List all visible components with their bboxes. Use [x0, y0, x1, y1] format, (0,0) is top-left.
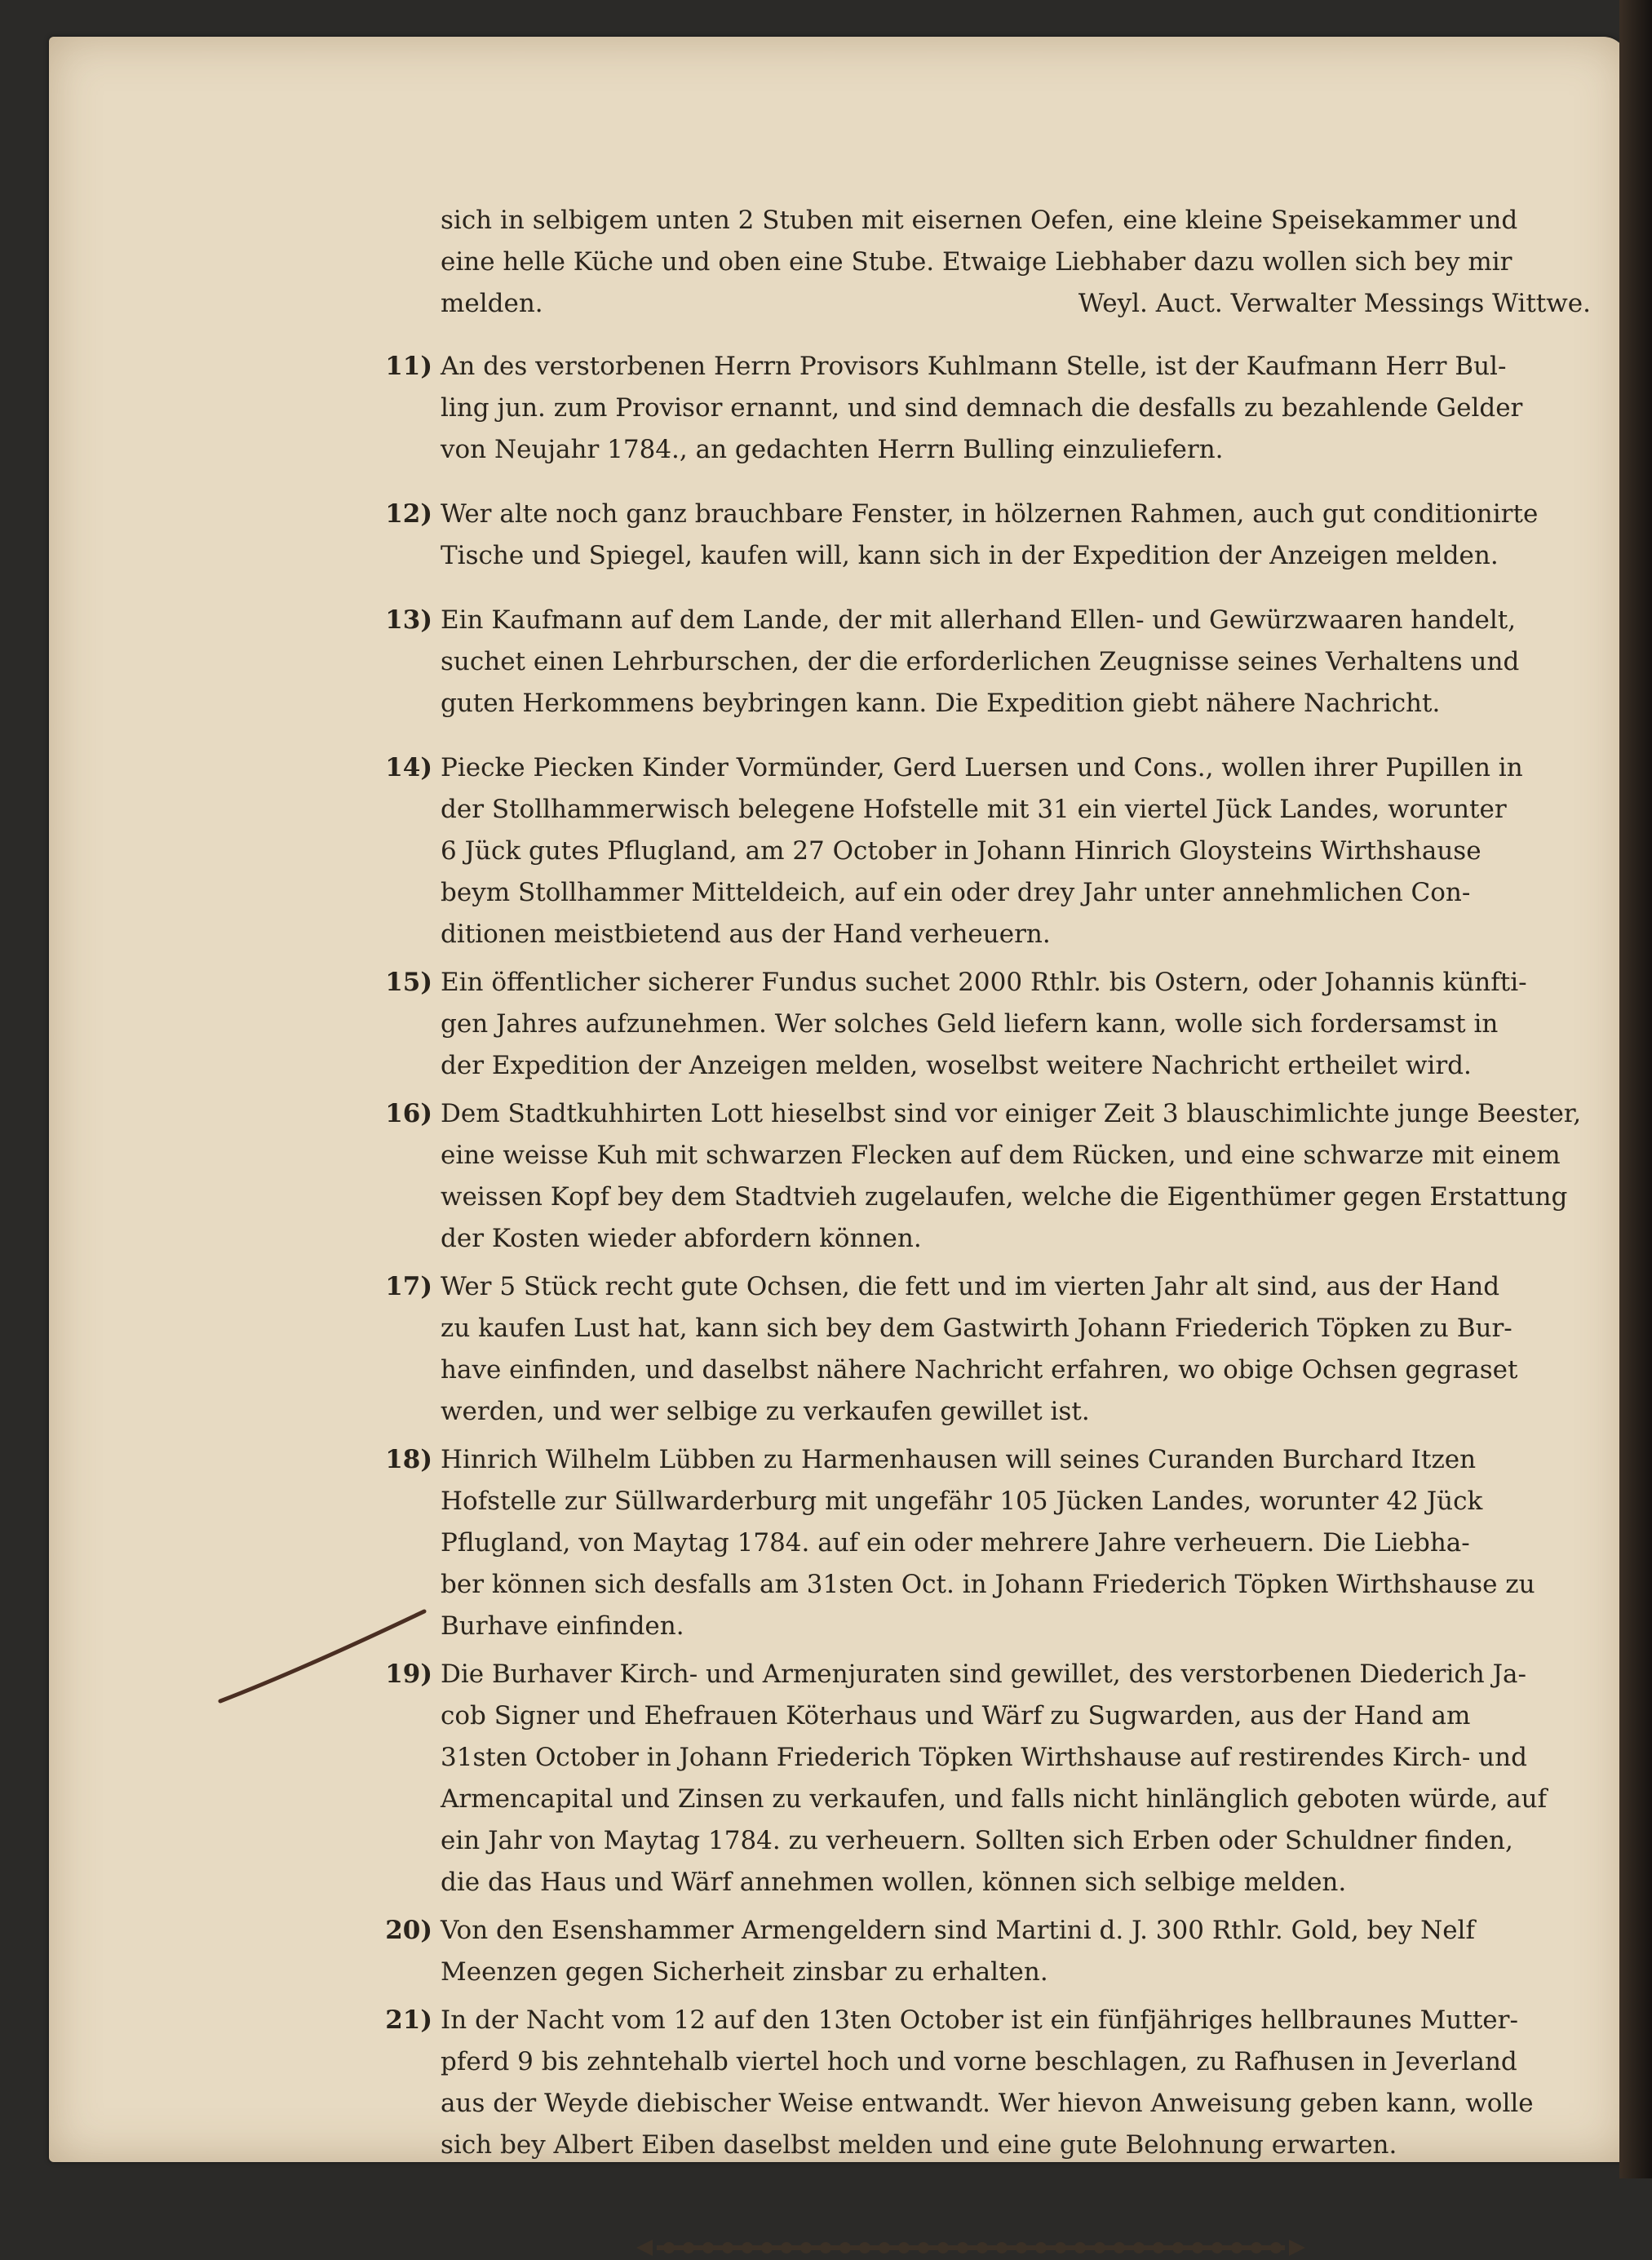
notice-entry — [385, 494, 1615, 577]
text-line: zu kaufen Lust hat, kann sich bey dem Gastwirth Johann Friederich Töpken zu Bur- — [441, 1314, 1512, 1343]
entry-text — [441, 600, 1615, 725]
text-line: der Kosten wieder abfordern können. — [441, 1224, 922, 1253]
entry-number: 11) — [385, 352, 432, 381]
text-line: ein Jahr von Maytag 1784. zu verheuern. Sollten sich Erben oder Schuldner finden, — [441, 1826, 1513, 1855]
text-line: Hinrich Wilhelm Lübben zu Harmenhausen will seines Curanden Burchard Itzen — [441, 1445, 1477, 1474]
text-line: 6 Jück gutes Pflugland, am 27 October in Johann Hinrich Gloysteins Wirthshause — [441, 836, 1481, 866]
text-line: suchet einen Lehrburschen, der die erforderlichen Zeugnisse seines Verhaltens und — [441, 647, 1520, 676]
signature: Weyl. Auct. Verwalter Messings Wittwe. — [1078, 289, 1591, 318]
notice-entry — [385, 1093, 1615, 1260]
text-line: eine weisse Kuh mit schwarzen Flecken auf dem Rücken, und eine schwarze mit einem — [441, 1141, 1561, 1170]
entry-text — [441, 1910, 1615, 1993]
entry-number: 17) — [385, 1272, 432, 1301]
continuation-paragraph — [441, 200, 1615, 325]
text-line: weissen Kopf bey dem Stadtvieh zugelaufen, welche die Eigenthümer gegen Erstattung — [441, 1182, 1568, 1212]
text-line: Ein öffentlicher sicherer Fundus suchet 2000 Rthlr. bis Ostern, oder Johannis künfti- — [441, 968, 1527, 997]
text-line: Armencapital und Zinsen zu verkaufen, und falls nicht hinlänglich geboten würde, auf — [441, 1784, 1548, 1814]
entry-text — [441, 346, 1615, 471]
text-line: Wer 5 Stück recht gute Ochsen, die fett und im vierten Jahr alt sind, aus der Hand — [441, 1272, 1500, 1301]
entry-number: 21) — [385, 2005, 432, 2035]
entries-list — [385, 346, 1615, 2166]
text-line: Ein Kaufmann auf dem Lande, der mit allerhand Ellen- und Gewürzwaaren handelt, — [441, 605, 1517, 635]
text-line: Tische und Spiegel, kaufen will, kann sich in der Expedition der Anzeigen melden. — [441, 541, 1499, 570]
entry-number: 12) — [385, 499, 432, 529]
entry-number: 13) — [385, 605, 432, 635]
entry-number: 18) — [385, 1445, 432, 1474]
text-line: 31sten October in Johann Friederich Töpken Wirthshause auf restirendes Kirch- und — [441, 1743, 1527, 1772]
text-line: Dem Stadtkuhhirten Lott hieselbst sind vor einiger Zeit 3 blauschimlichte junge Beester, — [441, 1099, 1582, 1128]
text-line: guten Herkommens beybringen kann. Die Expedition giebt nähere Nachricht. — [441, 689, 1441, 718]
entry-number: 15) — [385, 968, 432, 997]
text-line: In der Nacht vom 12 auf den 13ten October ist ein fünfjähriges hellbraunes Mutter- — [441, 2005, 1518, 2035]
entry-text — [441, 1093, 1615, 1260]
text-line: have einfinden, und daselbst nähere Nachricht erfahren, wo obige Ochsen gegraset — [441, 1355, 1518, 1385]
text-line: Wer alte noch ganz brauchbare Fenster, in hölzernen Rahmen, auch gut conditionirte — [441, 499, 1539, 529]
entry-text — [441, 962, 1615, 1087]
text-line: sich bey Albert Eiben daselbst melden und eine gute Belohnung erwarten. — [441, 2130, 1397, 2160]
text-line: Die Burhaver Kirch- und Armenjuraten sind gewillet, des verstorbenen Diederich Ja- — [441, 1660, 1526, 1689]
text-line: aus der Weyde diebischer Weise entwandt. Wer hievon Anweisung geben kann, wolle — [441, 2089, 1534, 2118]
text-line: Piecke Piecken Kinder Vormünder, Gerd Luersen und Cons., wollen ihrer Pupillen in — [441, 753, 1523, 782]
entry-text — [441, 1439, 1615, 1647]
entry-text — [441, 1266, 1615, 1433]
text-line: Pflugland, von Maytag 1784. auf ein oder mehrere Jahre verheuern. Die Liebha- — [441, 1528, 1470, 1558]
entry-text — [441, 494, 1615, 577]
entry-text — [441, 2000, 1615, 2166]
notice-entry — [385, 1910, 1615, 1993]
text-line: ling jun. zum Provisor ernannt, und sind demnach die desfalls zu bezahlende Gelder — [441, 393, 1523, 423]
notice-entry — [385, 346, 1615, 471]
text-line: Burhave einfinden. — [441, 1611, 684, 1641]
book-spine — [1619, 0, 1652, 2178]
text-line: der Expedition der Anzeigen melden, woselbst weitere Nachricht ertheilet wird. — [441, 1051, 1472, 1080]
text-line: beym Stollhammer Mitteldeich, auf ein oder drey Jahr unter annehmlichen Con- — [441, 878, 1471, 907]
notice-entry — [385, 1439, 1615, 1647]
notice-entry — [385, 1266, 1615, 1433]
text-line: cob Signer und Ehefrauen Köterhaus und Wärf zu Sugwarden, aus der Hand am — [441, 1701, 1471, 1730]
pen-stroke-mark — [216, 1603, 428, 1709]
text-line: melden. — [441, 289, 543, 318]
notice-entry — [385, 962, 1615, 1087]
text-line: ditionen meistbietend aus der Hand verheuern. — [441, 920, 1051, 949]
entry-number: 16) — [385, 1099, 432, 1128]
text-line: eine helle Küche und oben eine Stube. Etwaige Liebhaber dazu wollen sich bey mir — [441, 247, 1512, 277]
decorative-ornament-rule — [636, 2236, 1305, 2260]
text-line: sich in selbigem unten 2 Stuben mit eisernen Oefen, eine kleine Speisekammer und — [441, 206, 1518, 235]
notice-entry — [385, 747, 1615, 955]
notice-entry — [385, 600, 1615, 725]
entry-number: 14) — [385, 753, 432, 782]
entry-text — [441, 747, 1615, 955]
text-line: gen Jahres aufzunehmen. Wer solches Geld liefern kann, wolle sich fordersamst in — [441, 1009, 1499, 1039]
text-line: Meenzen gegen Sicherheit zinsbar zu erhalten. — [441, 1957, 1048, 1987]
text-line: der Stollhammerwisch belegene Hofstelle mit 31 ein viertel Jück Landes, worunter — [441, 795, 1507, 824]
page-text — [385, 200, 1615, 2173]
text-line: An des verstorbenen Herrn Provisors Kuhlmann Stelle, ist der Kaufmann Herr Bul- — [441, 352, 1507, 381]
text-line: von Neujahr 1784., an gedachten Herrn Bulling einzuliefern. — [441, 435, 1224, 464]
entry-number: 19) — [385, 1660, 432, 1689]
text-line: Von den Esenshammer Armengeldern sind Martini d. J. 300 Rthlr. Gold, bey Nelf — [441, 1916, 1475, 1945]
entry-number: 20) — [385, 1916, 432, 1945]
entry-text — [441, 1654, 1615, 1903]
text-line: ber können sich desfalls am 31sten Oct. in Johann Friederich Töpken Wirthshause zu — [441, 1570, 1535, 1599]
text-line: die das Haus und Wärf annehmen wollen, können sich selbige melden. — [441, 1868, 1347, 1897]
notice-entry — [385, 2000, 1615, 2166]
text-line: Hofstelle zur Süllwarderburg mit ungefähr 105 Jücken Landes, worunter 42 Jück — [441, 1487, 1483, 1516]
text-line: werden, und wer selbige zu verkaufen gewillet ist. — [441, 1397, 1090, 1426]
text-line: pferd 9 bis zehntehalb viertel hoch und vorne beschlagen, zu Rafhusen in Jeverland — [441, 2047, 1517, 2076]
notice-entry — [385, 1654, 1615, 1903]
